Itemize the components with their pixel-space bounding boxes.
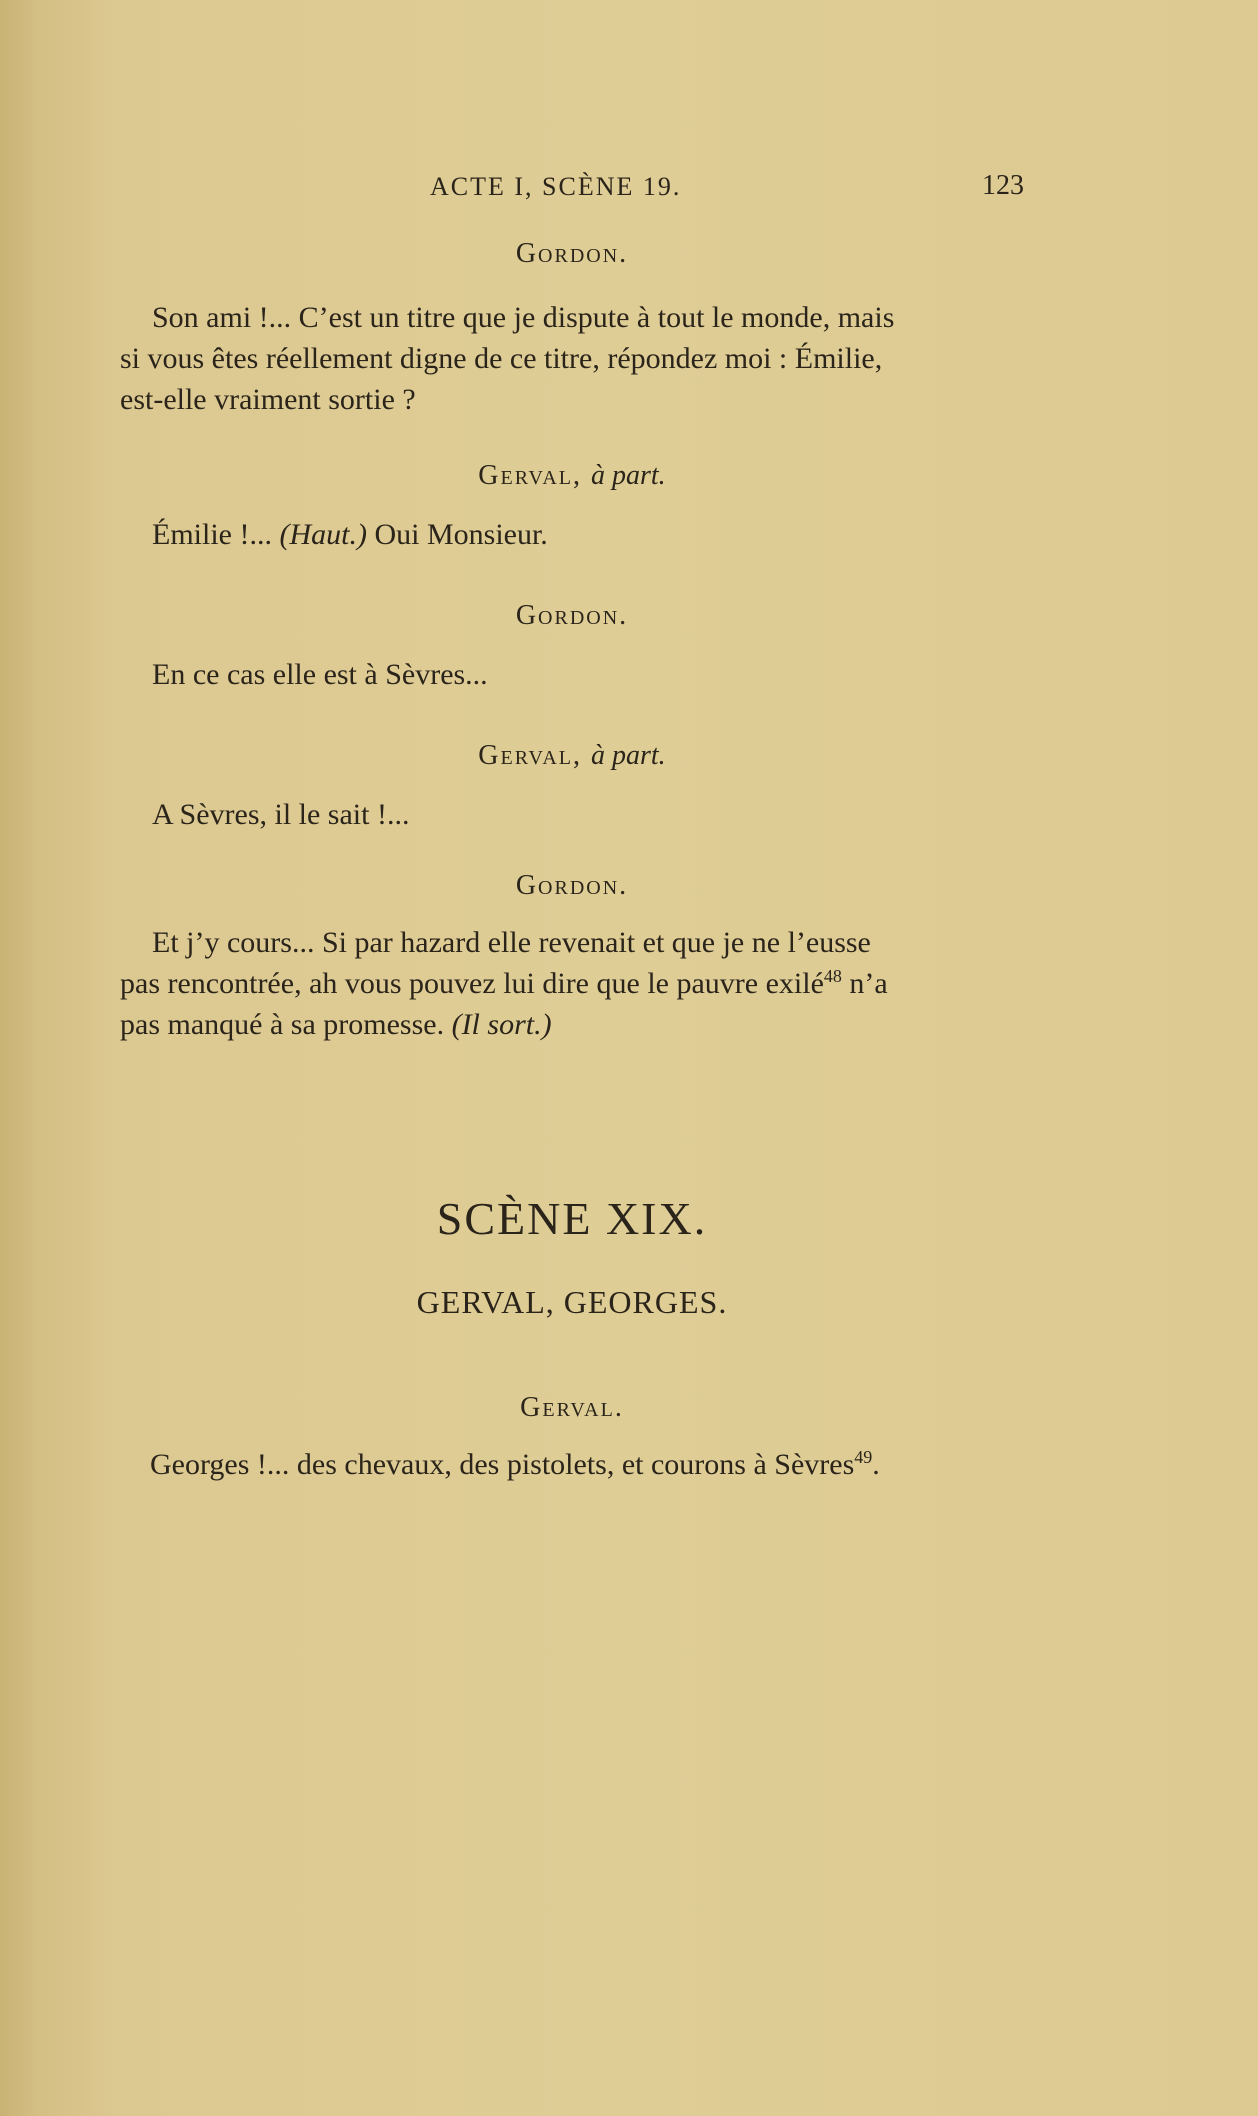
footnote-ref: 49: [854, 1447, 873, 1467]
speech-line: Et j’y cours... Si par hazard elle revenait et que je ne l’eusse: [152, 926, 871, 959]
speaker-name: Gordon.: [515, 600, 629, 631]
speech-line: est-elle vraiment sortie ?: [120, 383, 416, 416]
stage-direction: (Il sort.): [451, 1008, 552, 1041]
speaker-name: Gordon.: [515, 870, 629, 901]
speech-text: Georges !... des chevaux, des pistolets, et courons à Sèvres: [150, 1448, 855, 1481]
stage-direction: à part.: [591, 740, 666, 771]
speech-line: si vous êtes réellement digne de ce titre, répondez moi : Émilie,: [120, 342, 883, 375]
speaker-name: Gerval.: [520, 1392, 624, 1423]
speech-line: En ce cas elle est à Sèvres...: [152, 658, 488, 691]
speech-text: Oui Monsieur.: [374, 518, 548, 551]
speech: [120, 794, 1024, 835]
speaker-name: Gordon.: [515, 238, 629, 269]
speech: [120, 297, 1024, 420]
speech: [120, 922, 1024, 1045]
speech: [120, 654, 1024, 695]
speech-text: pas rencontrée, ah vous pouvez lui dire que le pauvre exilé: [120, 967, 824, 1000]
dialogue-block: [120, 1392, 1024, 1424]
stage-direction: à part.: [591, 460, 666, 491]
speaker-label: Gerval,: [478, 460, 582, 491]
running-head: ACTE I, SCÈNE 19.: [430, 172, 682, 201]
scene-title: SCÈNE XIX.: [436, 1193, 708, 1244]
dialogue-block: [120, 600, 1024, 632]
scene-characters: GERVAL, GEORGES.: [416, 1284, 728, 1320]
dialogue-block: [120, 740, 1024, 772]
dialogue-block: [120, 870, 1024, 902]
speech-line: A Sèvres, il le sait !...: [152, 798, 410, 831]
speech-line: [120, 1004, 1024, 1045]
speech-line: [120, 514, 1024, 555]
speaker-name: [120, 460, 1024, 492]
dialogue-block: [120, 460, 1024, 492]
speaker-name: [120, 740, 1024, 772]
footnote-ref: 48: [823, 966, 842, 986]
stage-direction: (Haut.): [279, 518, 367, 551]
speech: [120, 1444, 1024, 1485]
page-header: [120, 172, 1024, 212]
speech-text: .: [872, 1448, 880, 1481]
speech-line: Son ami !... C’est un titre que je dispute à tout le monde, mais: [152, 301, 895, 334]
speech-line: [120, 963, 1024, 1004]
speaker-label: Gerval,: [478, 740, 582, 771]
dialogue-block: [120, 238, 1024, 270]
speech-text: n’a: [841, 967, 888, 1000]
page-number: 123: [982, 170, 1024, 201]
speech-line: [120, 1444, 1024, 1485]
speech: [120, 514, 1024, 555]
speech-text: Émilie !...: [152, 518, 272, 551]
speech-text: pas manqué à sa promesse.: [120, 1008, 445, 1041]
